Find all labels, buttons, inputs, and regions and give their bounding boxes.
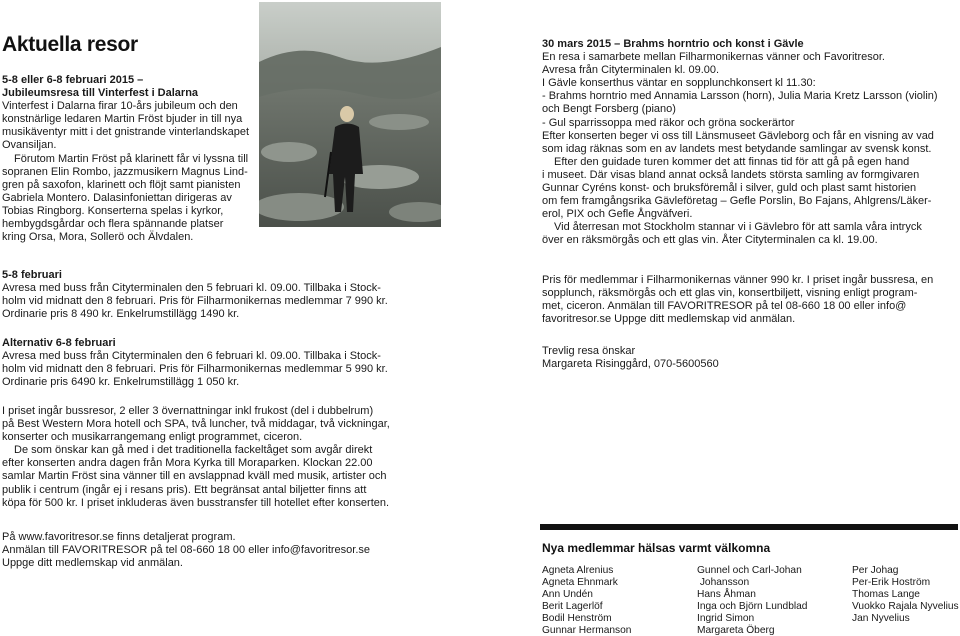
option1-line: Ordinarie pris 8 490 kr. Enkelrumstillägg 1490 kr. — [2, 308, 240, 321]
member-name: Gunnel och Carl-Johan — [697, 565, 802, 576]
member-name: Jan Nyvelius — [852, 612, 910, 624]
option2-line: holm vid midnatt den 8 februari. Pris för Filharmonikernas medlemmar 5 990 kr. — [2, 363, 388, 376]
member-name: Ingrid Simon — [697, 612, 755, 624]
price-para1-line: på Best Western Mora hotell och SPA, två luncher, två middagar, två vickningar, — [2, 418, 390, 431]
intro-para2-line: hembygdsgårdar och flera spännande platser — [2, 218, 224, 231]
gavle-para2-line: Gunnar Cyréns konst- och bruksföremål i silver, guld och plast samt historien — [542, 182, 917, 195]
signoff-line: Trevlig resa önskar — [542, 345, 636, 357]
member-name: Ann Undén — [542, 588, 593, 600]
contact-section — [2, 531, 412, 570]
gavle-para1-line: - Brahms horntrio med Annamia Larsson (horn), Julia Maria Kretz Larsson (violin) — [542, 90, 938, 103]
gavle-price-section — [542, 274, 958, 326]
gavle-para2-line: erol, PIX och Gefle Ångväfveri. — [542, 208, 693, 221]
gavle-para2-line: om fem framgångsrika Gävleföretag – Gefle Porslin, Bo Fajans, Ahlgrens/Läker- — [542, 195, 932, 208]
price-para2-line: köpa för 500 kr. I priset inkluderas även busstransfer till hotellet efter konserten. — [2, 496, 390, 509]
option2-section — [2, 337, 402, 389]
option2-line: Avresa med buss från Cityterminalen den 6 februari kl. 09.00. Tillbaka i Stock- — [2, 350, 381, 363]
members-divider — [540, 524, 958, 530]
members-column-1 — [542, 565, 631, 636]
members-title: Nya medlemmar hälsas varmt välkomna — [542, 541, 771, 555]
member-name: Gunnar Hermanson — [542, 624, 632, 636]
intro-heading-line2: Jubileumsresa till Vinterfest i Dalarna — [2, 87, 199, 100]
option1-line: holm vid midnatt den 8 februari. Pris för Filharmonikernas medlemmar 7 990 kr. — [2, 295, 388, 308]
gavle-para1-line: som idag räknas som en av landets mest betydande samlingar av svensk konst. — [542, 142, 932, 155]
musician-photo — [259, 2, 441, 227]
contact-line: På www.favoritresor.se finns detaljerat program. — [2, 531, 236, 543]
price-para2-line: De som önskar kan gå med i det traditionella fackeltåget som avgår direkt — [14, 444, 373, 457]
member-name: Thomas Lange — [852, 588, 920, 600]
gavle-para1-line: Efter konserten beger vi oss till Länsmuseet Gävleborg och får en visning av vad — [542, 129, 934, 142]
intro-para2-line: kring Orsa, Mora, Sollerö och Älvdalen. — [2, 231, 194, 244]
page-title: Aktuella resor — [2, 33, 138, 56]
signoff-line: Margareta Risinggård, 070-5600560 — [542, 358, 719, 371]
price-para1-line: I priset ingår bussresor, 2 eller 3 övernattningar inkl frukost (del i dubbelrum) — [2, 405, 374, 417]
members-column-3 — [852, 565, 959, 625]
contact-line: Anmälan till FAVORITRESOR på tel 08-660 18 00 eller info@favoritresor.se — [2, 544, 371, 557]
gavle-para4-line: sopplunch, räksmörgås och ett glas vin, konsertbiljett, visning enligt program- — [542, 287, 918, 300]
intro-para1-line: Vinterfest i Dalarna firar 10-års jubileum och den — [2, 100, 238, 113]
gavle-para1-line: I Gävle konserthus väntar en sopplunchkonsert kl 11.30: — [542, 77, 816, 90]
option1-line: Avresa med buss från Cityterminalen den 5 februari kl. 09.00. Tillbaka i Stock- — [2, 282, 381, 295]
contact-line: Uppge ditt medlemskap vid anmälan. — [2, 557, 183, 570]
member-name: Per-Erik Hoström — [852, 576, 931, 588]
member-name: Agneta Ehnmark — [542, 576, 618, 588]
intro-para2-line: gren på saxofon, klarinett och flöjt samt pianisten — [2, 178, 241, 191]
gavle-para1-line: och Bengt Forsberg (piano) — [542, 103, 676, 116]
option2-heading: Alternativ 6-8 februari — [2, 337, 116, 349]
gavle-para3-line: över en räksmörgås och ett glas vin. Åter Cityterminalen ca kl. 19.00. — [542, 234, 878, 247]
intro-para1-line: konstnärlige ledaren Martin Fröst bjuder in till nya — [2, 113, 243, 126]
option1-section — [2, 269, 402, 321]
member-name: Hans Åhman — [697, 588, 756, 600]
intro-para2-line: Tobias Ringborg. Konserterna spelas i kyrkor, — [2, 204, 224, 217]
member-name: Agneta Alrenius — [542, 565, 614, 576]
price-section — [2, 405, 412, 510]
gavle-para1-line: - Gul sparrissoppa med räkor och gröna sockerärtor — [542, 116, 795, 129]
members-column-2 — [697, 565, 807, 636]
option2-line: Ordinarie pris 6490 kr. Enkelrumstillägg 1 050 kr. — [2, 376, 240, 389]
gavle-para4-line: Pris för medlemmar i Filharmonikernas vänner 990 kr. I priset ingår bussresa, en — [542, 274, 934, 286]
intro-para2-line: Gabriela Montero. Dalasinfoniettan dirigeras av — [2, 191, 232, 204]
gavle-para2-line: Efter den guidade turen kommer det att finnas tid för att gå på egen hand — [554, 155, 910, 168]
intro-para2-line: Förutom Martin Fröst på klarinett får vi lyssna till — [14, 152, 249, 165]
gavle-para3-line: Vid återresan mot Stockholm stannar vi i Gävlebro för att samla våra intryck — [554, 221, 922, 234]
member-name: Inga och Björn Lundblad — [697, 600, 808, 612]
price-para2-line: samlar Martin Fröst sina vänner till en avslappnad kväll med musik, artister och — [2, 470, 387, 483]
gavle-para1-line: Avresa från Cityterminalen kl. 09.00. — [542, 64, 720, 77]
gavle-para2-line: i museet. Där visas bland annat också landets största samling av formgivaren — [542, 168, 920, 181]
intro-para1-line: musikäventyr mitt i det gnistrande vinterlandskapet — [2, 126, 250, 139]
price-para1-line: konserter och musikarrangemang enligt programmet, ciceron. — [2, 431, 303, 444]
member-name: Vuokko Rajala Nyvelius — [852, 600, 959, 612]
price-para2-line: publik i centrum (ingår ej i resans pris). Ett begränsat antal biljetter finns att — [2, 483, 367, 496]
gavle-para1-line: En resa i samarbete mellan Filharmonikernas vänner och Favoritresor. — [542, 51, 885, 64]
member-name: Bodil Henström — [542, 612, 612, 624]
member-name: Johansson — [697, 576, 750, 588]
option1-heading: 5-8 februari — [2, 269, 62, 281]
musician-photo-image — [259, 2, 441, 227]
member-name: Margareta Öberg — [697, 624, 775, 636]
intro-para1-line: Ovansiljan. — [2, 139, 57, 152]
signoff-section — [542, 345, 958, 371]
gavle-trip-section — [542, 38, 958, 248]
member-name: Berit Lagerlöf — [542, 600, 603, 612]
intro-para2-line: sopranen Elin Rombo, jazzmusikern Magnus Lind- — [2, 165, 248, 178]
member-name: Per Johag — [852, 565, 899, 576]
price-para2-line: efter konserten andra dagen från Mora Kyrka till Moraparken. Klockan 22.00 — [2, 457, 373, 470]
gavle-para4-line: favoritresor.se Uppge ditt medlemskap vid anmälan. — [542, 313, 796, 326]
intro-section — [2, 74, 257, 244]
gavle-para4-line: met, ciceron. Anmälan till FAVORITRESOR på tel 08-660 18 00 eller info@ — [542, 300, 907, 313]
intro-heading-line1: 5-8 eller 6-8 februari 2015 – — [2, 74, 144, 86]
gavle-heading: 30 mars 2015 – Brahms horntrio och konst i Gävle — [542, 38, 804, 50]
